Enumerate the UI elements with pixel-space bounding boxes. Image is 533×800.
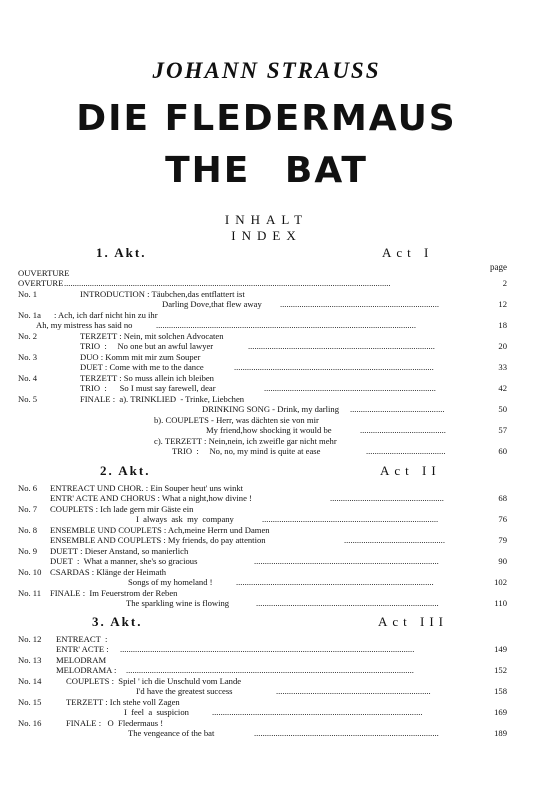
entry-title-de: INTRODUCTION : Täubchen,das entflattert ist	[80, 289, 245, 299]
entry-title-de: c). TERZETT : Nein,nein, ich zweifle gar nicht mehr	[154, 436, 337, 446]
entry-title-de: ENTREACT :	[56, 634, 108, 644]
entry-number: No. 10	[18, 567, 42, 577]
entry-title-en: Ah, my mistress has said no	[36, 320, 133, 330]
page-number: 2	[502, 278, 507, 288]
page-number: 110	[494, 598, 507, 608]
entry-title-en: I always ask my company	[136, 514, 234, 524]
entry-number: No. 14	[18, 676, 42, 686]
page-number: 149	[494, 644, 507, 654]
entry-title-de: : Ach, ich darf nicht hin zu ihr	[54, 310, 158, 320]
leader-dots: ......................................................................................	[254, 728, 439, 738]
page-number: 102	[494, 577, 507, 587]
entry-title-en: TRIO : No one but an awful lawyer	[80, 341, 214, 351]
leader-dots: .............................................................................................	[234, 362, 434, 372]
entry-title-de: COUPLETS : Spiel ' ich die Unschuld vom Lande	[66, 676, 242, 686]
leader-dots: .........................................................................................................................	[156, 320, 416, 330]
entry-title-en: ENTR' ACTE AND CHORUS : What a night,how divine !	[50, 493, 252, 503]
leader-dots: .....................................	[366, 446, 446, 456]
title-english: THE BAT	[165, 150, 368, 191]
entry-overture: OVERTURE	[18, 278, 64, 288]
entry-title-en: TRIO : So I must say farewell, dear	[80, 383, 216, 393]
leader-dots: ...............................................	[344, 535, 445, 545]
title-german: DIE FLEDERMAUS	[76, 98, 457, 139]
entry-title-en: Darling Dove,that flew away	[162, 299, 262, 309]
act1-german: 1. Akt.	[96, 245, 147, 260]
heading-inhalt: INHALT	[224, 212, 309, 227]
leader-dots: ............................................	[350, 404, 445, 414]
leader-dots: ......................................................................................	[254, 556, 439, 566]
page-number: 57	[498, 425, 507, 435]
entry-title-de: ENTREACT UND CHOR. : Ein Souper heut' uns winkt	[50, 483, 244, 493]
entry-title-de: FINALE : O Fledermaus !	[66, 718, 164, 728]
entry-number: No. 16	[18, 718, 42, 728]
entry-title-en: DRINKING SONG - Drink, my darling	[202, 404, 340, 414]
page-number: 20	[498, 341, 507, 351]
page-number: 68	[498, 493, 507, 503]
leader-dots: .........................................................................................................................................	[120, 644, 415, 654]
entry-title-de: DUO : Komm mit mir zum Souper	[80, 352, 201, 362]
page-number: 158	[494, 686, 507, 696]
leader-dots: ......................................................................................................................................	[126, 665, 414, 675]
entry-number: No. 3	[18, 352, 38, 362]
entry-number: No. 12	[18, 634, 42, 644]
leader-dots: .....................................................................................	[256, 598, 439, 608]
entry-number: No. 11	[18, 588, 42, 598]
act3-english: Act III	[378, 614, 449, 629]
leader-dots: ..........................................................................	[280, 299, 439, 309]
entry-title-en: DUET : What a manner, she's so gracious	[50, 556, 198, 566]
entry-title-en: I feel a suspicion	[124, 707, 189, 717]
act3-german: 3. Akt.	[92, 614, 143, 629]
act2-english: Act II	[380, 463, 441, 478]
entry-number: No. 6	[18, 483, 38, 493]
entry-number: No. 9	[18, 546, 38, 556]
page-number: 50	[498, 404, 507, 414]
page-column-header: page	[490, 262, 507, 272]
entry-title-en: My friend,how shocking it would be	[206, 425, 332, 435]
entry-title-de: COUPLETS : Ich lade gern mir Gäste ein	[50, 504, 194, 514]
leader-dots: .....................................................	[330, 493, 444, 503]
entry-number: No. 15	[18, 697, 42, 707]
entry-title-de: TERZETT : So muss allein ich bleiben	[80, 373, 214, 383]
entry-number: No. 1	[18, 289, 38, 299]
entry-number: No. 5	[18, 394, 38, 404]
composer-name: JOHANN STRAUSS	[152, 58, 381, 83]
entry-title-en: ENSEMBLE AND COUPLETS : My friends, do pay attention	[50, 535, 266, 545]
entry-title-en: MELODRAMA :	[56, 665, 117, 675]
entry-title-en: Songs of my homeland !	[128, 577, 213, 587]
page-number: 152	[494, 665, 507, 675]
leader-dots: ........................................................................	[276, 686, 431, 696]
page-number: 33	[498, 362, 507, 372]
act1-english: Act I	[382, 245, 434, 260]
page-number: 169	[494, 707, 507, 717]
page-number: 189	[494, 728, 507, 738]
entry-title-de: b). COUPLETS - Herr, was dächten sie von mir	[154, 415, 319, 425]
entry-title-en: I'd have the greatest success	[136, 686, 233, 696]
entry-number: No. 7	[18, 504, 38, 514]
entry-title-en: TRIO : No, no, my mind is quite at ease	[172, 446, 321, 456]
entry-title-de: FINALE : Im Feuerstrom der Reben	[50, 588, 178, 598]
leader-dots: ............................................................................................	[236, 577, 434, 587]
entry-title-de: FINALE : a). TRINKLIED - Trinke, Liebchen	[80, 394, 245, 404]
entry-title-de: TERZETT : Ich stehe voll Zagen	[66, 697, 180, 707]
entry-title-en: DUET : Come with me to the dance	[80, 362, 204, 372]
page-number: 90	[498, 556, 507, 566]
entry-number: No. 13	[18, 655, 42, 665]
entry-title-de: TERZETT : Nein, mit solchen Advocaten	[80, 331, 224, 341]
entry-title-en: ENTR' ACTE :	[56, 644, 109, 654]
entry-number: No. 8	[18, 525, 38, 535]
leader-dots: ..................................................................................	[262, 514, 439, 524]
leader-dots: ........................................	[360, 425, 446, 435]
page-number: 60	[498, 446, 507, 456]
entry-title-en: The vengeance of the bat	[128, 728, 215, 738]
entry-ouverture: OUVERTURE	[18, 268, 70, 278]
heading-index: INDEX	[231, 228, 302, 243]
entry-title-de: CSARDAS : Klänge der Heimath	[50, 567, 167, 577]
entry-number: No. 4	[18, 373, 38, 383]
page-number: 42	[498, 383, 507, 393]
leader-dots: .......................................................................................	[248, 341, 435, 351]
act2-german: 2. Akt.	[100, 463, 151, 478]
leader-dots: ........................................................................................................................................................	[64, 278, 391, 288]
page-number: 18	[498, 320, 507, 330]
entry-number: No. 2	[18, 331, 38, 341]
leader-dots: ................................................................................	[264, 383, 436, 393]
entry-title-de: DUETT : Dieser Anstand, so manierlich	[50, 546, 189, 556]
entry-title-en: The sparkling wine is flowing	[126, 598, 230, 608]
entry-number: No. 1a	[18, 310, 41, 320]
page-number: 79	[498, 535, 507, 545]
entry-title-de: ENSEMBLE UND COUPLETS : Ach,meine Herrn und Damen	[50, 525, 270, 535]
page-number: 12	[498, 299, 507, 309]
leader-dots: ..................................................................................................	[212, 707, 423, 717]
page-number: 76	[498, 514, 507, 524]
entry-title-de: MELODRAM	[56, 655, 107, 665]
